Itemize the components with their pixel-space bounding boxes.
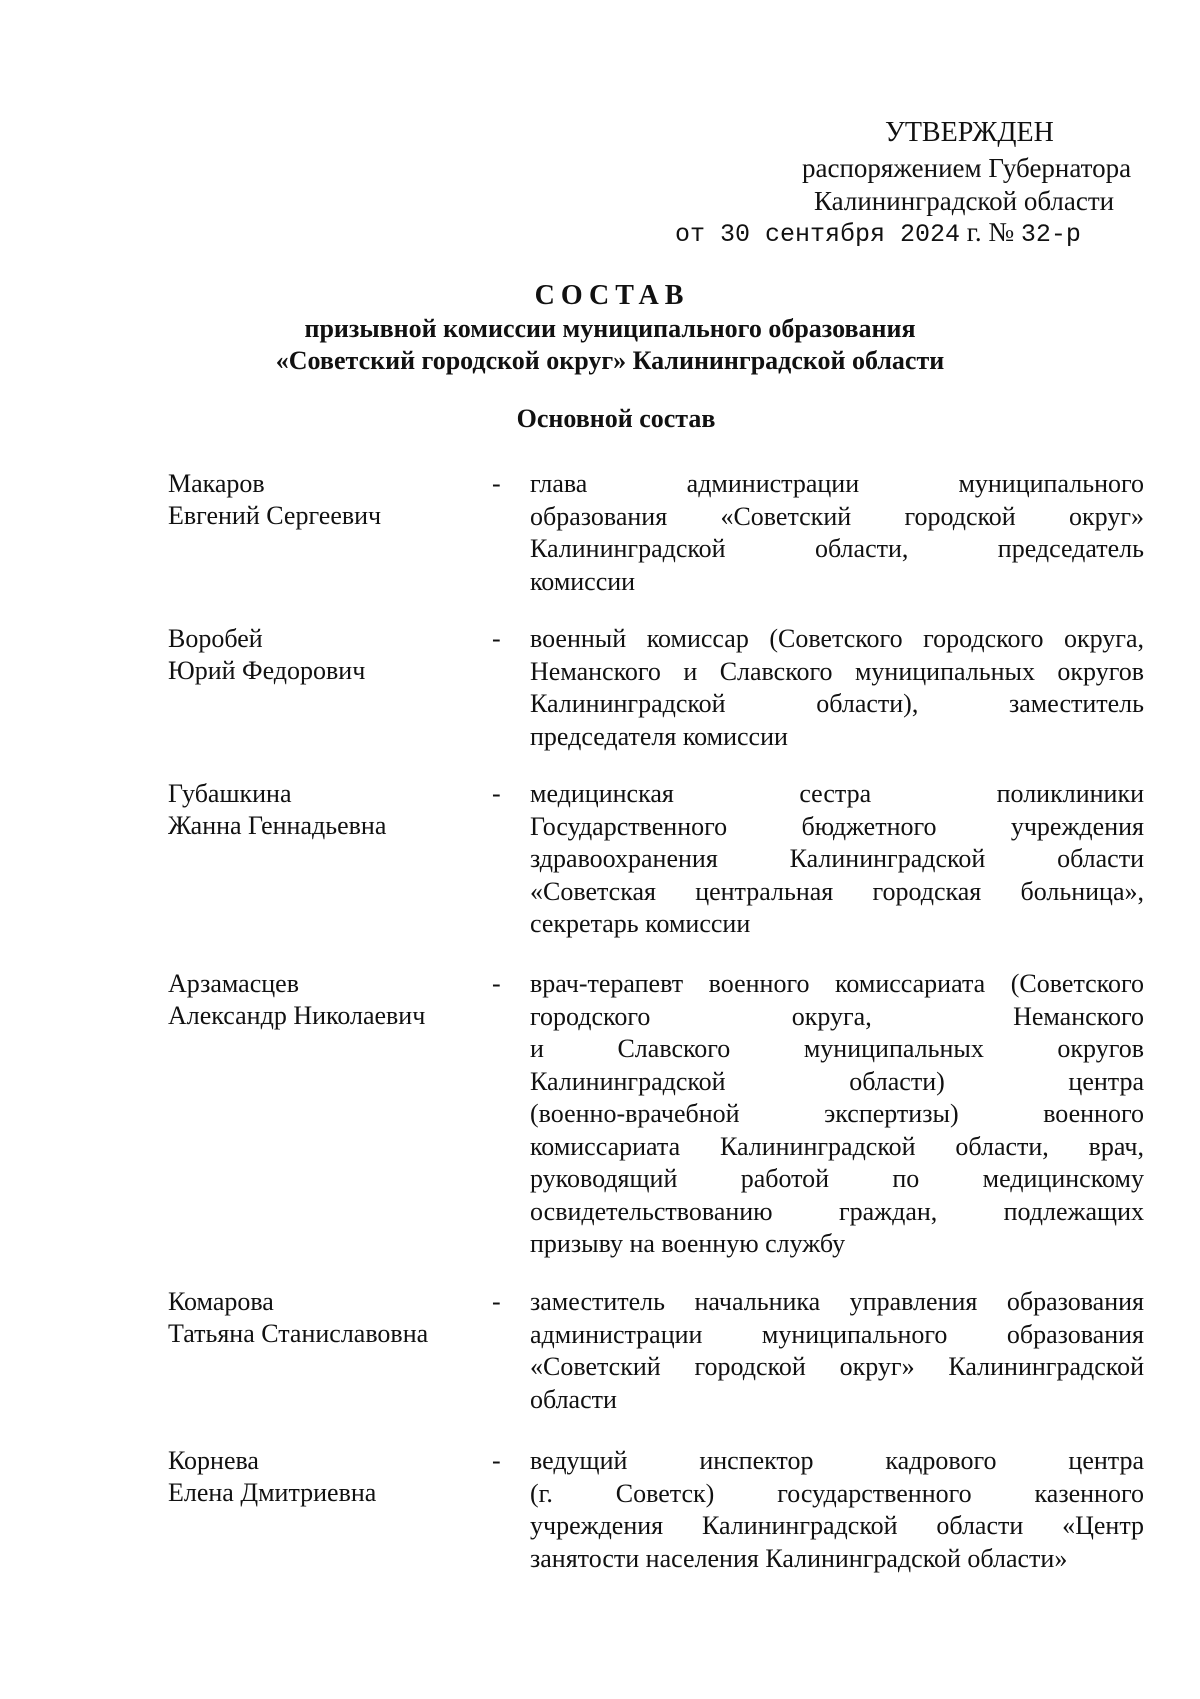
member-role-line: секретарь комиссии — [530, 909, 751, 938]
member-role-line: комиссии — [530, 566, 636, 596]
member-name — [168, 468, 488, 532]
member-name — [168, 623, 488, 687]
document-subtitle-line2: «Советский городской округ» Калининградской области — [275, 346, 945, 375]
member-role — [530, 778, 1144, 941]
member-role-line: врач-терапевт военного комиссариата (Советского — [530, 969, 1144, 998]
member-dash: - — [492, 1287, 501, 1316]
member-given-names: Жанна Геннадьевна — [168, 811, 387, 840]
member-role-line: Калининградской области, председатель — [530, 534, 1144, 563]
member-role-line: ведущий инспектор кадрового центра — [530, 1446, 1144, 1475]
member-dash: - — [492, 779, 501, 808]
member-dash: - — [492, 469, 501, 498]
member-given-names: Татьяна Станиславовна — [168, 1319, 429, 1348]
member-role — [530, 1286, 1144, 1416]
member-role-line: освидетельствованию граждан, подлежащих — [530, 1196, 1144, 1226]
member-dash: - — [492, 969, 501, 998]
member-given-names: Елена Дмитриевна — [168, 1478, 377, 1507]
approval-number-sign: г. № — [960, 217, 1021, 247]
member-role-line: «Советская центральная городская больница», — [530, 876, 1144, 906]
member-role-line: и Славского муниципальных округов — [530, 1034, 1144, 1063]
document-subtitle-line1: призывной комиссии муниципального образования — [304, 314, 916, 343]
member-surname: Воробей — [168, 624, 263, 653]
member-name — [168, 968, 488, 1032]
member-role-line: Калининградской области), заместитель — [530, 689, 1144, 718]
member-name — [168, 1286, 488, 1350]
member-role-line: администрации муниципального образования — [530, 1319, 1144, 1349]
member-dash: - — [492, 1446, 501, 1475]
member-role-line: здравоохранения Калининградской области — [530, 844, 1144, 873]
member-role-line: городского округа, Неманского — [530, 1001, 1144, 1031]
member-surname: Корнева — [168, 1446, 259, 1475]
approval-date-number — [675, 216, 1081, 251]
member-role-line: учреждения Калининградской области «Центр — [530, 1511, 1144, 1540]
approval-date: от 30 сентября 2024 — [675, 220, 961, 249]
member-name — [168, 778, 488, 842]
member-role-line: глава администрации муниципального — [530, 469, 1144, 498]
member-given-names: Евгений Сергеевич — [168, 501, 382, 530]
member-dash: - — [492, 624, 501, 653]
member-role-line: председателя комиссии — [530, 721, 788, 751]
member-role-line: призыву на военную службу — [530, 1229, 846, 1258]
member-role-line: (военно-врачебной экспертизы) военного — [530, 1099, 1144, 1128]
member-surname: Губашкина — [168, 779, 292, 808]
member-role-line: комиссариата Калининградской области, врач, — [530, 1131, 1144, 1161]
member-role-line: (г. Советск) государственного казенного — [530, 1478, 1144, 1508]
member-role-line: образования «Советский городской округ» — [530, 501, 1144, 531]
member-role-line: Неманского и Славского муниципальных округов — [530, 656, 1144, 686]
document-heading: СОСТАВ — [534, 280, 690, 311]
member-role-line: руководящий работой по медицинскому — [530, 1164, 1144, 1193]
member-role — [530, 1445, 1144, 1575]
member-role-line: «Советский городской округ» Калининградской — [530, 1352, 1144, 1381]
member-surname: Комарова — [168, 1287, 274, 1316]
member-surname: Макаров — [168, 469, 265, 498]
member-role-line: медицинская сестра поликлиники — [530, 779, 1144, 808]
approval-number: 32-р — [1020, 220, 1081, 249]
member-role-line: военный комиссар (Советского городского округа, — [530, 624, 1144, 653]
member-role — [530, 468, 1144, 598]
member-name — [168, 1445, 488, 1509]
member-role-line: Калининградской области) центра — [530, 1066, 1144, 1096]
member-given-names: Юрий Федорович — [168, 656, 366, 685]
approval-stamp-title: УТВЕРЖДЕН — [885, 117, 1054, 148]
member-role — [530, 968, 1144, 1261]
member-role — [530, 623, 1144, 753]
section-heading: Основной состав — [516, 404, 716, 433]
member-role-line: Государственного бюджетного учреждения — [530, 811, 1144, 841]
member-given-names: Александр Николаевич — [168, 1001, 426, 1030]
approval-authority: распоряжением Губернатора — [802, 153, 1132, 183]
member-role-line: заместитель начальника управления образования — [530, 1287, 1144, 1316]
member-role-line: занятости населения Калининградской области» — [530, 1543, 1068, 1573]
member-role-line: области — [530, 1384, 617, 1414]
member-surname: Арзамасцев — [168, 969, 299, 998]
approval-region: Калининградской области — [814, 186, 1115, 216]
